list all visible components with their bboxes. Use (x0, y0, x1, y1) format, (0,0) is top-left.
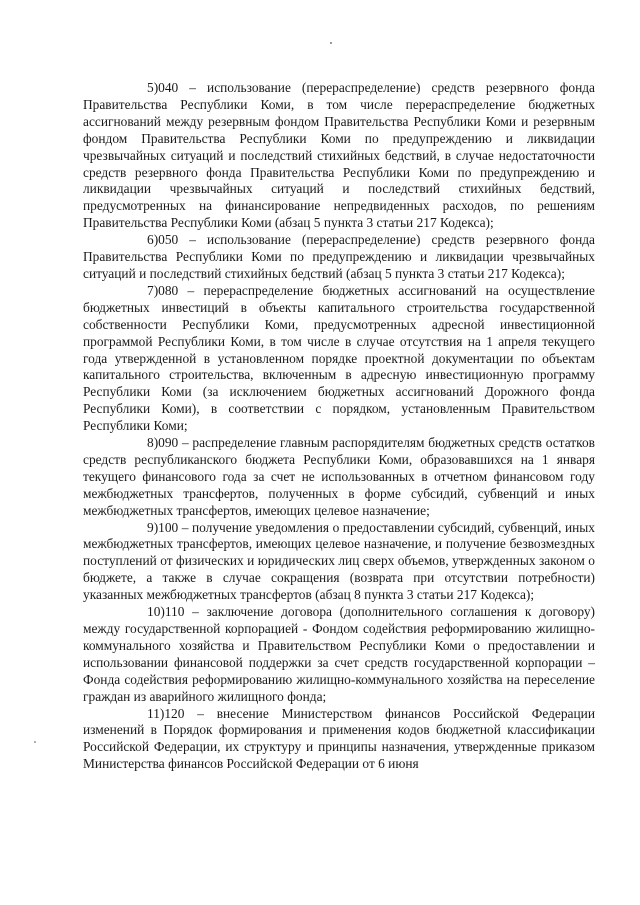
paragraph-text: 120 – внесение Министерством финансов Российской Федерации изменений в Порядок формирования и применения кодов бюджетной классификации Российской Федерации, их структуру и принципы назначения, утвержденные приказом Министерства финансов Российской Федерации от 6 июня (83, 705, 595, 772)
paragraph-11 (83, 706, 595, 774)
paragraph-number: 9) (147, 519, 159, 535)
paragraph-10 (83, 604, 595, 705)
paragraph-text: 040 – использование (перераспределение) средств резервного фонда Правительства Республики Коми, в том числе перераспределение бюджетных ассигнований между резервным фондом Правительства Республики Коми и резервным фондом Правительства Республики Коми по предупреждению и ликвидации чрезвычайных ситуаций и последствий стихийных бедствий, в случае недостаточности средств резервного фонда Правительства Республики Коми по предупреждению и ликвидации чрезвычайных ситуаций и последствий стихийных бедствий, предусмотренных на финансирование непредвиденных расходов, по решениям Правительства Республики Коми (абзац 5 пункта 3 статьи 217 Кодекса); (83, 80, 595, 231)
paragraph-7 (83, 283, 595, 435)
paragraph-8 (83, 435, 595, 520)
paragraph-6 (83, 232, 595, 283)
paragraph-text: 090 – распределение главным распорядителям бюджетных средств остатков средств республиканского бюджета Республики Коми, образовавшихся на 1 января текущего финансового года за счет не использованных в отчетном финансовом году межбюджетных трансфертов, полученных в форме субсидий, субвенций и иных межбюджетных трансфертов, имеющих целевое назначение; (83, 435, 595, 518)
paragraph-text: 050 – использование (перераспределение) средств резервного фонда Правительства Республики Коми по предупреждению и ликвидации чрезвычайных ситуаций и последствий стихийных бедствий (абзац 5 пункта 3 статьи 217 Кодекса); (83, 232, 595, 281)
paragraph-number: 8) (147, 435, 159, 451)
paragraph-number: 10) (147, 604, 165, 620)
paragraph-text: 110 – заключение договора (дополнительного соглашения к договору) между государственной корпорацией - Фондом содействия реформированию жилищно-коммунального хозяйства и Правительством Республики Коми о предоставлении и использовании финансовой поддержки за счет средств государственной корпорации – Фонда содействия реформированию жилищно-коммунального хозяйства на переселение граждан из аварийного жилищного фонда; (83, 604, 595, 704)
scan-dot-mark (330, 42, 332, 44)
paragraph-number: 5) (147, 80, 159, 95)
paragraph-9 (83, 520, 595, 605)
paragraph-5 (83, 80, 595, 232)
paragraph-text: 100 – получение уведомления о предоставлении субсидий, субвенций, иных межбюджетных трансфертов, имеющих целевое назначение, и получение безвозмездных поступлений от физических и юридических лиц сверх объемов, утвержденных законом о бюджете, а также в случае сокращения (возврата при отсутствии потребности) указанных межбюджетных трансфертов (абзац 8 пункта 3 статьи 217 Кодекса); (83, 519, 595, 603)
scan-margin-mark (34, 741, 36, 743)
paragraph-number: 7) (147, 282, 159, 298)
paragraph-number: 6) (147, 232, 159, 248)
document-body (83, 80, 595, 773)
paragraph-number: 11) (147, 705, 165, 721)
paragraph-text: 080 – перераспределение бюджетных ассигнований на осуществление бюджетных инвестиций в объекты капитального строительства государственной собственности Республики Коми, предусмотренных адресной инвестиционной программой Республики Коми, в том числе в случае отсутствия на 1 апреля текущего года утвержденной в установленном порядке проектной документации по объектам капитального строительства, включенным в адресную инвестиционную программу Республики Коми (за исключением бюджетных ассигнований Дорожного фонда Республики Коми), в соответствии с порядком, установленным Правительством Республики Коми; (83, 282, 595, 434)
